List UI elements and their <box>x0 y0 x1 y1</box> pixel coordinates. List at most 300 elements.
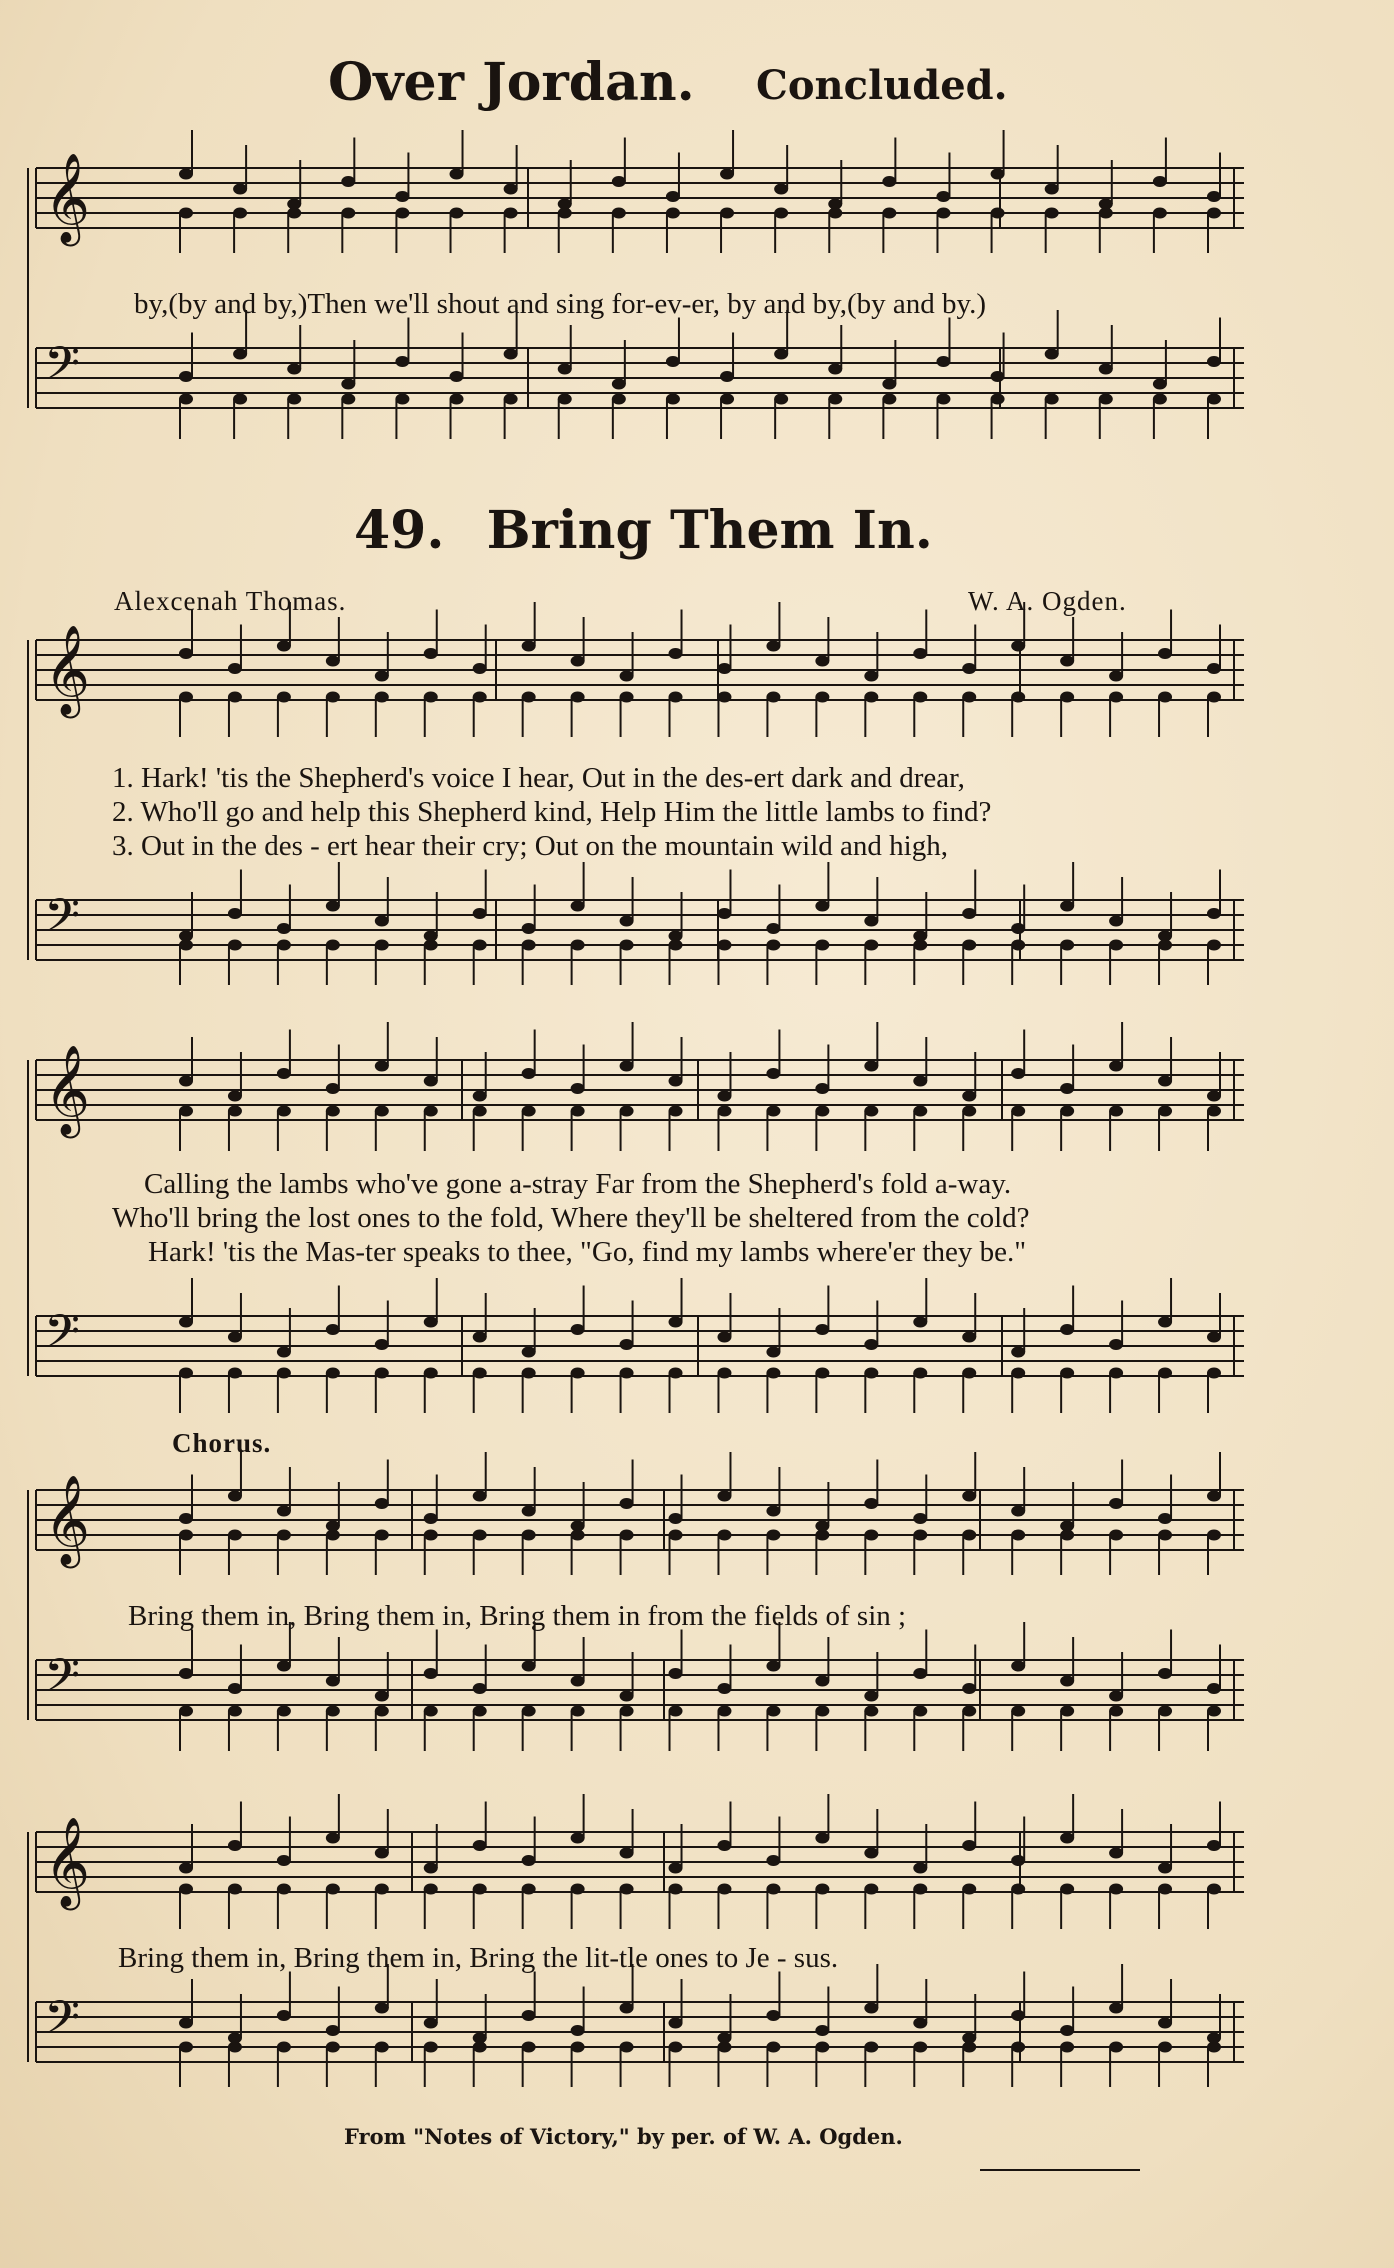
note-head <box>277 1506 291 1517</box>
note-head <box>766 1068 780 1079</box>
note-head <box>277 1347 291 1358</box>
note-head <box>326 1530 340 1541</box>
note-head <box>1109 1530 1123 1541</box>
note-head <box>1011 1506 1025 1517</box>
note-head <box>326 1833 340 1844</box>
note-head <box>179 692 193 703</box>
note-head <box>287 394 301 405</box>
note-head <box>766 1706 780 1717</box>
note-head <box>991 208 1005 219</box>
note-head <box>717 1368 731 1379</box>
note-head <box>558 208 572 219</box>
note-head <box>233 208 247 219</box>
note-head <box>962 663 976 674</box>
note-head <box>1060 1530 1074 1541</box>
note-head <box>913 2042 927 2053</box>
note-head <box>228 940 242 951</box>
note-head <box>326 656 340 667</box>
note-head <box>179 1884 193 1895</box>
note-head <box>424 692 438 703</box>
note-head <box>1207 1683 1221 1694</box>
note-head <box>766 923 780 934</box>
note-head <box>1158 2018 1172 2029</box>
note-head <box>228 1884 242 1895</box>
note-head <box>424 1368 438 1379</box>
note-head <box>179 1513 193 1524</box>
note-head <box>1158 1513 1172 1524</box>
note-head <box>1207 1106 1221 1117</box>
note-head <box>913 1368 927 1379</box>
note-head <box>991 169 1005 180</box>
note-head <box>991 394 1005 405</box>
note-head <box>424 648 438 659</box>
note-head <box>287 364 301 375</box>
note-head <box>375 2003 389 2014</box>
note-head <box>1153 208 1167 219</box>
note-head <box>1153 176 1167 187</box>
note-head <box>179 2018 193 2029</box>
note-head <box>571 1833 585 1844</box>
note-head <box>774 394 788 405</box>
note-head <box>179 1863 193 1874</box>
note-head <box>1011 1661 1025 1672</box>
note-head <box>815 1368 829 1379</box>
note-head <box>571 1368 585 1379</box>
note-head <box>815 1706 829 1717</box>
note-head <box>1099 208 1113 219</box>
note-head <box>612 379 626 390</box>
note-head <box>620 1498 634 1509</box>
note-head <box>1207 394 1221 405</box>
note-head <box>1158 1530 1172 1541</box>
note-head <box>504 394 518 405</box>
note-head <box>473 908 487 919</box>
note-head <box>774 184 788 195</box>
note-head <box>1109 671 1123 682</box>
note-head <box>864 671 878 682</box>
note-head <box>962 908 976 919</box>
note-head <box>766 692 780 703</box>
note-head <box>326 1106 340 1117</box>
note-head <box>815 656 829 667</box>
note-head <box>1158 648 1172 659</box>
note-head <box>1045 184 1059 195</box>
note-head <box>375 671 389 682</box>
note-head <box>620 1884 634 1895</box>
note-head <box>1060 1884 1074 1895</box>
note-head <box>882 394 896 405</box>
note-head <box>669 1706 683 1717</box>
note-head <box>504 208 518 219</box>
note-head <box>228 692 242 703</box>
note-head <box>815 692 829 703</box>
note-head <box>1011 641 1025 652</box>
bass-clef: 𝄢 <box>44 1649 81 1714</box>
note-head <box>766 1530 780 1541</box>
note-head <box>828 364 842 375</box>
note-head <box>326 1324 340 1335</box>
note-head <box>1060 901 1074 912</box>
note-head <box>326 901 340 912</box>
note-head <box>558 364 572 375</box>
hymn-name: Bring Them In. <box>486 500 933 561</box>
note-head <box>341 176 355 187</box>
note-head <box>233 394 247 405</box>
chorus-label: Chorus. <box>172 1428 272 1458</box>
note-head <box>1207 2042 1221 2053</box>
note-head <box>571 2025 585 2036</box>
note-head <box>375 1691 389 1702</box>
note-head <box>815 2025 829 2036</box>
note-head <box>1011 1855 1025 1866</box>
note-head <box>766 1106 780 1117</box>
note-head <box>620 1706 634 1717</box>
note-head <box>233 184 247 195</box>
note-head <box>1109 692 1123 703</box>
note-head <box>450 371 464 382</box>
note-head <box>717 1491 731 1502</box>
note-head <box>341 394 355 405</box>
note-head <box>571 1706 585 1717</box>
note-head <box>1011 2042 1025 2053</box>
treble-clef: 𝄞 <box>44 1475 91 1565</box>
note-head <box>1207 692 1221 703</box>
note-head <box>1158 1317 1172 1328</box>
note-head <box>864 1106 878 1117</box>
note-head <box>962 940 976 951</box>
note-head <box>864 1530 878 1541</box>
note-head <box>936 208 950 219</box>
note-head <box>1109 916 1123 927</box>
note-head <box>522 2042 536 2053</box>
note-head <box>1207 1530 1221 1541</box>
note-head <box>766 2010 780 2021</box>
note-head <box>962 1683 976 1694</box>
note-head <box>1060 656 1074 667</box>
note-head <box>766 641 780 652</box>
note-head <box>936 394 950 405</box>
hymn-title <box>354 500 933 561</box>
note-head <box>179 648 193 659</box>
note-head <box>1011 1368 1025 1379</box>
note-head <box>612 208 626 219</box>
note-head <box>774 208 788 219</box>
note-head <box>766 940 780 951</box>
note-head <box>720 169 734 180</box>
note-head <box>1158 1668 1172 1679</box>
note-head <box>1099 364 1113 375</box>
note-head <box>669 1368 683 1379</box>
bass-clef: 𝄢 <box>44 1305 81 1370</box>
note-head <box>179 1530 193 1541</box>
treble-clef: 𝄞 <box>44 625 91 715</box>
note-head <box>277 1661 291 1672</box>
note-head <box>815 1530 829 1541</box>
note-head <box>504 184 518 195</box>
note-head <box>882 208 896 219</box>
note-head <box>424 2018 438 2029</box>
note-head <box>717 1106 731 1117</box>
note-head <box>962 2042 976 2053</box>
note-head <box>1011 1884 1025 1895</box>
note-head <box>473 1491 487 1502</box>
note-head <box>717 1091 731 1102</box>
note-head <box>864 1691 878 1702</box>
note-head <box>720 208 734 219</box>
note-head <box>1207 940 1221 951</box>
note-head <box>1045 349 1059 360</box>
note-head <box>620 1368 634 1379</box>
note-head <box>228 1091 242 1102</box>
note-head <box>669 1668 683 1679</box>
note-head <box>473 1706 487 1717</box>
note-head <box>424 1076 438 1087</box>
note-head <box>277 1068 291 1079</box>
note-head <box>375 1339 389 1350</box>
note-head <box>1109 1498 1123 1509</box>
note-head <box>424 1668 438 1679</box>
note-head <box>620 671 634 682</box>
note-head <box>669 1863 683 1874</box>
note-head <box>473 663 487 674</box>
note-head <box>1109 1884 1123 1895</box>
bass-clef: 𝄢 <box>44 337 81 402</box>
note-head <box>522 940 536 951</box>
note-head <box>620 1691 634 1702</box>
note-head <box>375 916 389 927</box>
note-head <box>228 1106 242 1117</box>
treble-clef: 𝄞 <box>44 1817 91 1907</box>
note-head <box>228 663 242 674</box>
note-head <box>277 1368 291 1379</box>
note-head <box>522 1706 536 1717</box>
note-head <box>815 1324 829 1335</box>
note-head <box>1109 1706 1123 1717</box>
composer-credit: W. A. Ogden. <box>968 586 1127 616</box>
note-head <box>669 1513 683 1524</box>
note-head <box>375 1061 389 1072</box>
note-head <box>1109 1061 1123 1072</box>
note-head <box>424 1706 438 1717</box>
note-head <box>882 176 896 187</box>
note-head <box>1011 923 1025 934</box>
note-head <box>1207 356 1221 367</box>
note-head <box>277 2010 291 2021</box>
note-head <box>277 641 291 652</box>
note-head <box>424 1106 438 1117</box>
note-head <box>228 1840 242 1851</box>
verse-3-line-b: Hark! 'tis the Mas-ter speaks to thee, "Go, find my lambs where'er they be." <box>148 1236 1027 1268</box>
note-head <box>1207 1332 1221 1343</box>
note-head <box>450 394 464 405</box>
note-head <box>620 1530 634 1541</box>
note-head <box>375 1530 389 1541</box>
note-head <box>522 1855 536 1866</box>
note-head <box>717 908 731 919</box>
note-head <box>522 1884 536 1895</box>
note-head <box>913 1863 927 1874</box>
note-head <box>669 2042 683 2053</box>
note-head <box>717 1884 731 1895</box>
note-head <box>571 1106 585 1117</box>
note-head <box>277 2042 291 2053</box>
note-head <box>277 940 291 951</box>
note-head <box>962 692 976 703</box>
note-head <box>522 641 536 652</box>
note-head <box>774 349 788 360</box>
note-head <box>864 916 878 927</box>
note-head <box>179 1076 193 1087</box>
note-head <box>913 1513 927 1524</box>
note-head <box>1011 940 1025 951</box>
note-head <box>571 2042 585 2053</box>
note-head <box>277 1855 291 1866</box>
lyricist-credit: Alexcenah Thomas. <box>114 586 347 616</box>
bass-clef: 𝄢 <box>44 1991 81 2056</box>
note-head <box>766 1855 780 1866</box>
note-head <box>717 1332 731 1343</box>
note-head <box>828 208 842 219</box>
note-head <box>612 394 626 405</box>
note-head <box>287 208 301 219</box>
note-head <box>395 356 409 367</box>
verse-2-line-b: Who'll bring the lost ones to the fold, Where they'll be sheltered from the cold? <box>112 1202 1030 1234</box>
over-jordan-lyric: by,(by and by,)Then we'll shout and sing for-ev-er, by and by,(by and by.) <box>134 288 987 320</box>
note-head <box>815 1833 829 1844</box>
chorus-line-1: Bring them in, Bring them in, Bring them in from the fields of sin ; <box>128 1600 907 1632</box>
note-head <box>473 1530 487 1541</box>
note-head <box>766 2042 780 2053</box>
note-head <box>277 923 291 934</box>
note-head <box>1158 692 1172 703</box>
note-head <box>228 1491 242 1502</box>
note-head <box>571 1530 585 1541</box>
note-head <box>424 1884 438 1895</box>
note-head <box>717 1530 731 1541</box>
note-head <box>666 356 680 367</box>
note-head <box>1109 1339 1123 1350</box>
note-head <box>1011 692 1025 703</box>
note-head <box>473 1332 487 1343</box>
note-head <box>228 1332 242 1343</box>
note-head <box>571 1884 585 1895</box>
note-head <box>620 1848 634 1859</box>
note-head <box>473 2042 487 2053</box>
note-head <box>571 692 585 703</box>
note-head <box>1207 208 1221 219</box>
note-head <box>962 1840 976 1851</box>
note-head <box>1060 1676 1074 1687</box>
verse-2-line-a: 2. Who'll go and help this Shepherd kind, Help Him the little lambs to find? <box>112 796 992 828</box>
note-head <box>1011 1530 1025 1541</box>
note-head <box>522 1368 536 1379</box>
note-head <box>669 1884 683 1895</box>
note-head <box>1158 1076 1172 1087</box>
note-head <box>962 1491 976 1502</box>
note-head <box>864 1061 878 1072</box>
note-head <box>962 1530 976 1541</box>
note-head <box>864 1339 878 1350</box>
note-head <box>375 1106 389 1117</box>
note-head <box>815 1884 829 1895</box>
note-head <box>1011 1706 1025 1717</box>
note-head <box>1060 940 1074 951</box>
note-head <box>669 1317 683 1328</box>
note-head <box>341 379 355 390</box>
note-head <box>326 1884 340 1895</box>
note-head <box>1207 1706 1221 1717</box>
note-head <box>395 191 409 202</box>
note-head <box>1060 2025 1074 2036</box>
note-head <box>620 2042 634 2053</box>
note-head <box>504 349 518 360</box>
note-head <box>669 2018 683 2029</box>
note-head <box>1153 379 1167 390</box>
note-head <box>326 2042 340 2053</box>
note-head <box>882 379 896 390</box>
note-head <box>913 1530 927 1541</box>
note-head <box>620 2003 634 2014</box>
note-head <box>375 1706 389 1717</box>
note-head <box>612 176 626 187</box>
note-head <box>913 1076 927 1087</box>
note-head <box>864 2042 878 2053</box>
note-head <box>1207 1840 1221 1851</box>
note-head <box>1158 1706 1172 1717</box>
note-head <box>620 1339 634 1350</box>
note-head <box>326 692 340 703</box>
hymn-number: 49. <box>354 500 445 561</box>
note-head <box>522 1347 536 1358</box>
note-head <box>228 1530 242 1541</box>
note-head <box>828 394 842 405</box>
note-head <box>815 1083 829 1094</box>
note-head <box>450 208 464 219</box>
note-head <box>1207 908 1221 919</box>
note-head <box>571 1324 585 1335</box>
note-head <box>424 940 438 951</box>
note-head <box>766 1884 780 1895</box>
note-head <box>766 1347 780 1358</box>
note-head <box>450 169 464 180</box>
note-head <box>815 901 829 912</box>
treble-clef: 𝄞 <box>44 1045 91 1135</box>
note-head <box>720 394 734 405</box>
note-head <box>913 1317 927 1328</box>
note-head <box>1060 1106 1074 1117</box>
treble-clef: 𝄞 <box>44 153 91 243</box>
note-head <box>815 1106 829 1117</box>
source-footer: From "Notes of Victory," by per. of W. A. Ogden. <box>344 2124 903 2149</box>
note-head <box>571 1083 585 1094</box>
note-head <box>864 1498 878 1509</box>
note-head <box>1011 1106 1025 1117</box>
note-head <box>1109 1106 1123 1117</box>
note-head <box>666 394 680 405</box>
note-head <box>1060 1324 1074 1335</box>
verse-3-line-a: 3. Out in the des - ert hear their cry; Out on the mountain wild and high, <box>112 830 948 862</box>
note-head <box>620 1061 634 1072</box>
title-concluded: Concluded. <box>756 62 1008 109</box>
note-head <box>277 692 291 703</box>
note-head <box>815 940 829 951</box>
note-head <box>326 1083 340 1094</box>
note-head <box>571 940 585 951</box>
note-head <box>991 371 1005 382</box>
note-head <box>666 208 680 219</box>
note-head <box>473 1106 487 1117</box>
note-head <box>864 1848 878 1859</box>
